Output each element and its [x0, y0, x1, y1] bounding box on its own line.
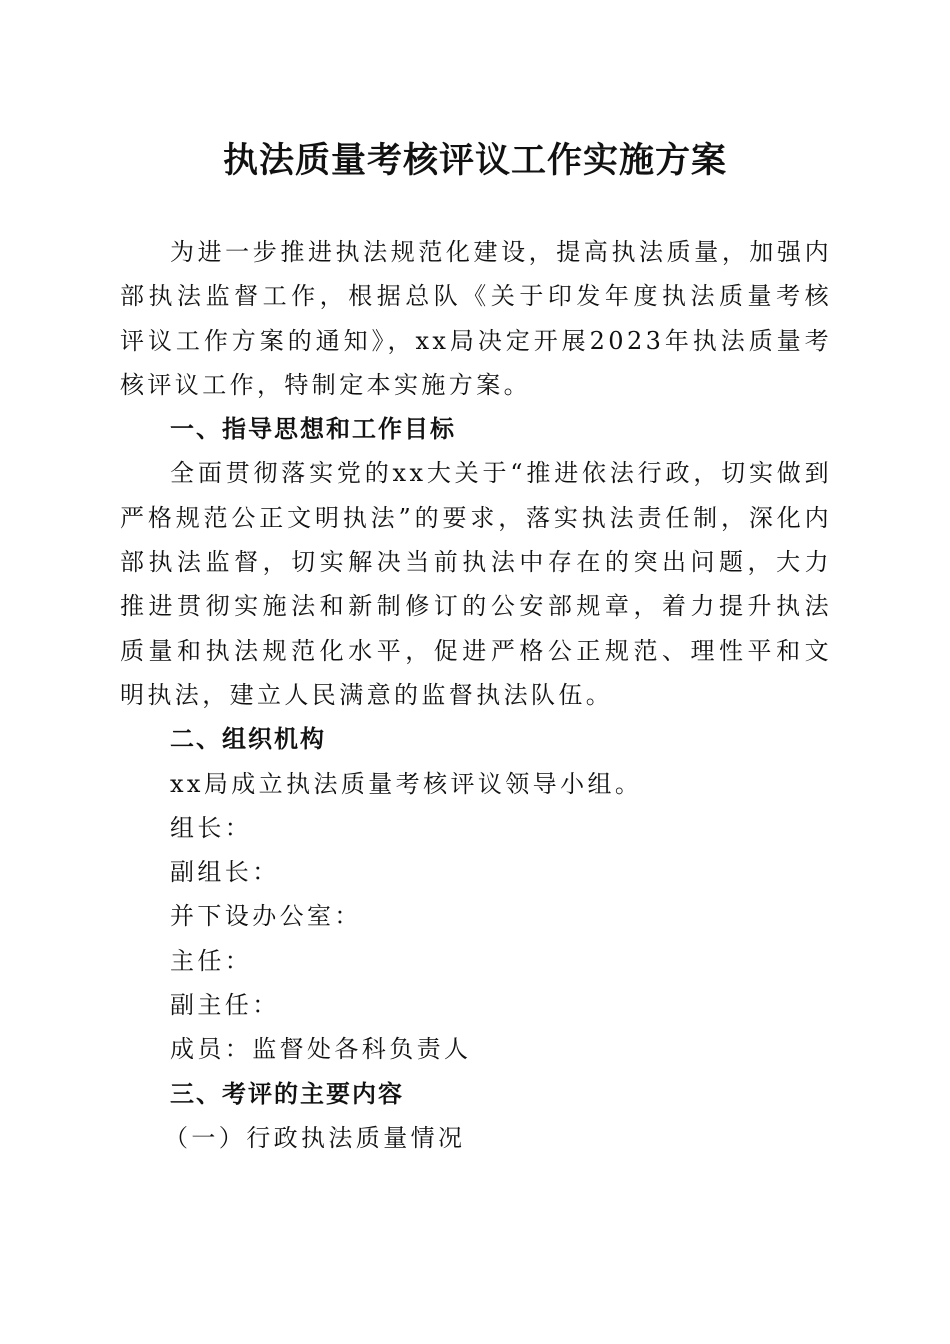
document-body — [120, 230, 832, 1160]
section-1-heading: 一、指导思想和工作目标 — [170, 415, 456, 444]
document-title: 执法质量考核评议工作实施方案 — [222, 140, 727, 181]
section-2-heading: 二、组织机构 — [170, 725, 326, 754]
section-3-heading: 三、考评的主要内容 — [170, 1079, 404, 1108]
org-line: xx局成立执法质量考核评议领导小组。 — [170, 769, 643, 798]
org-line-members: 成员：监督处各科负责人 — [170, 1035, 472, 1064]
org-line-director: 主任： — [170, 946, 253, 975]
org-line-deputy-leader: 副组长： — [170, 858, 280, 887]
section-3-sub-heading: （一）行政执法质量情况 — [164, 1123, 466, 1152]
org-line-leader: 组长： — [170, 813, 253, 842]
org-line-deputy-director: 副主任： — [170, 991, 280, 1020]
org-line-office: 并下设办公室： — [170, 902, 362, 931]
section-1-paragraph: 全面贯彻落实党的xx大关于“推进依法行政，切实做到严格规范公正文明执法”的要求，落实执法责任制，深化内部执法监督，切实解决当前执法中存在的突出问题，大力推进贯彻实施法和新制修订的公安部规章，着力提升执法质量和执法规范化水平，促进严格公正规范、理性平和文明执法，建立人民满意的监督执法队伍。 — [120, 459, 832, 709]
intro-paragraph: 为进一步推进执法规范化建设，提高执法质量，加强内部执法监督工作，根据总队《关于印发年度执法质量考核评议工作方案的通知》，xx局决定开展2023年执法质量考核评议工作，特制定本实施方案。 — [120, 238, 832, 399]
